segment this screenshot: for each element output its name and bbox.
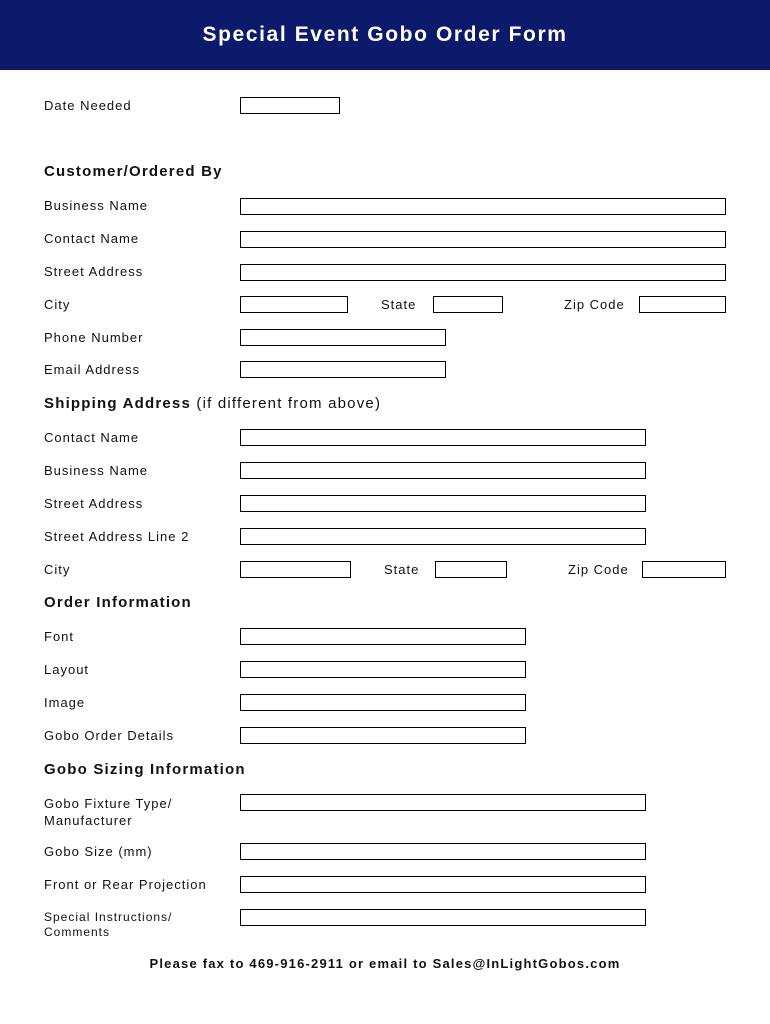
shipping-zip-label: Zip Code: [568, 562, 629, 577]
customer-city-label: City: [44, 297, 71, 312]
sizing-fixture-label-line2: Manufacturer: [44, 813, 133, 828]
customer-city-input[interactable]: [240, 296, 348, 313]
customer-heading: Customer/Ordered By: [44, 163, 223, 180]
shipping-heading-text: Shipping Address: [44, 395, 191, 412]
sizing-fixture-label-line1: Gobo Fixture Type/: [44, 796, 173, 811]
shipping-city-input[interactable]: [240, 561, 351, 578]
sizing-size-input[interactable]: [240, 843, 646, 860]
shipping-state-input[interactable]: [435, 561, 507, 578]
shipping-business-name-input[interactable]: [240, 462, 646, 479]
sizing-projection-label: Front or Rear Projection: [44, 877, 207, 892]
sizing-fixture-input[interactable]: [240, 794, 646, 811]
customer-zip-label: Zip Code: [564, 297, 625, 312]
customer-contact-name-input[interactable]: [240, 231, 726, 248]
customer-email-input[interactable]: [240, 361, 446, 378]
date-needed-label: Date Needed: [44, 98, 132, 113]
customer-street-address-label: Street Address: [44, 264, 144, 279]
customer-phone-label: Phone Number: [44, 330, 144, 345]
shipping-street-address-2-input[interactable]: [240, 528, 646, 545]
customer-phone-input[interactable]: [240, 329, 446, 346]
page-title: Special Event Gobo Order Form: [202, 23, 568, 46]
customer-state-input[interactable]: [433, 296, 503, 313]
order-font-label: Font: [44, 629, 75, 644]
sizing-fixture-label: [44, 795, 172, 829]
order-layout-input[interactable]: [240, 661, 526, 678]
customer-contact-name-label: Contact Name: [44, 231, 140, 246]
shipping-state-label: State: [384, 562, 420, 577]
customer-email-label: Email Address: [44, 362, 141, 377]
customer-state-label: State: [381, 297, 417, 312]
sizing-size-label: Gobo Size (mm): [44, 844, 153, 859]
date-needed-input[interactable]: [240, 97, 340, 114]
sizing-projection-input[interactable]: [240, 876, 646, 893]
shipping-zip-input[interactable]: [642, 561, 726, 578]
shipping-street-address-2-label: Street Address Line 2: [44, 529, 190, 544]
sizing-heading: Gobo Sizing Information: [44, 761, 246, 778]
order-heading: Order Information: [44, 594, 192, 611]
order-image-input[interactable]: [240, 694, 526, 711]
order-image-label: Image: [44, 695, 86, 710]
shipping-street-address-input[interactable]: [240, 495, 646, 512]
shipping-heading: [44, 395, 381, 412]
shipping-street-address-label: Street Address: [44, 496, 144, 511]
sizing-instructions-input[interactable]: [240, 909, 646, 926]
customer-business-name-label: Business Name: [44, 198, 149, 213]
shipping-contact-name-input[interactable]: [240, 429, 646, 446]
shipping-business-name-label: Business Name: [44, 463, 149, 478]
order-font-input[interactable]: [240, 628, 526, 645]
order-layout-label: Layout: [44, 662, 90, 677]
sizing-instructions-label-line2: Comments: [44, 925, 111, 939]
order-details-input[interactable]: [240, 727, 526, 744]
sizing-instructions-label: [44, 910, 172, 940]
shipping-contact-name-label: Contact Name: [44, 430, 140, 445]
customer-business-name-input[interactable]: [240, 198, 726, 215]
header-bar: [0, 0, 770, 70]
shipping-city-label: City: [44, 562, 71, 577]
footer-contact-text: Please fax to 469-916-2911 or email to Sales@InLightGobos.com: [149, 956, 621, 971]
sizing-instructions-label-line1: Special Instructions/: [44, 910, 173, 924]
customer-zip-input[interactable]: [639, 296, 726, 313]
customer-street-address-input[interactable]: [240, 264, 726, 281]
shipping-heading-note: (if different from above): [196, 395, 382, 412]
order-details-label: Gobo Order Details: [44, 728, 174, 743]
